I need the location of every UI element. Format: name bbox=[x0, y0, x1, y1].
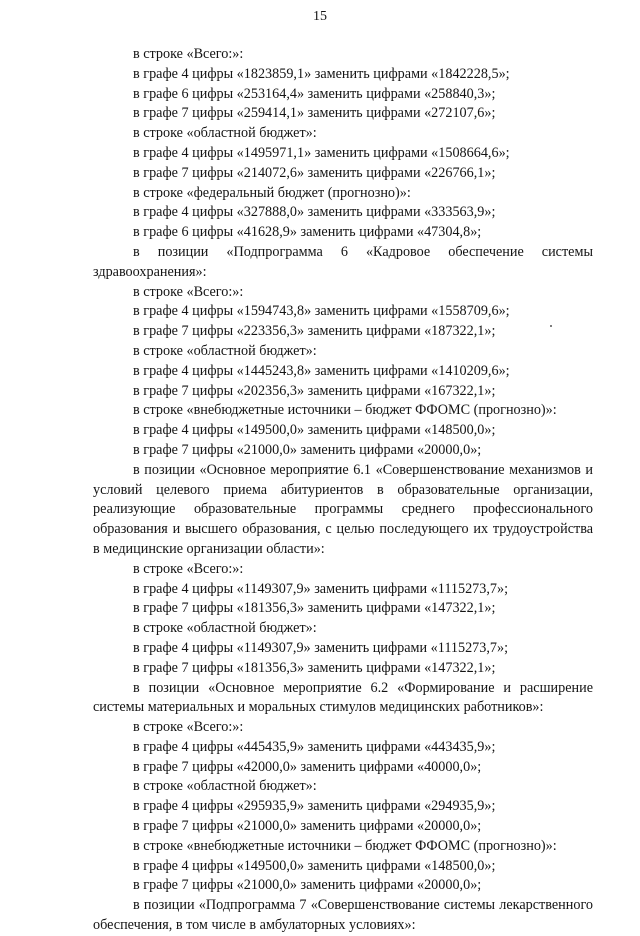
paragraph: в графе 4 цифры «445435,9» заменить цифрами «443435,9»; bbox=[133, 738, 496, 755]
paragraph: в графе 7 цифры «181356,3» заменить цифрами «147322,1»; bbox=[133, 659, 496, 676]
paragraph: в строке «внебюджетные источники – бюджет ФФОМС (прогнозно)»: bbox=[133, 402, 557, 419]
paragraph: в позиции «Подпрограмма 6 «Кадровое обеспечение системы здравоохранения»: bbox=[93, 243, 593, 280]
paragraph: в графе 4 цифры «149500,0» заменить цифрами «148500,0»; bbox=[133, 422, 496, 439]
paragraph: в строке «областной бюджет»: bbox=[133, 620, 317, 637]
paragraph: в графе 7 цифры «223356,3» заменить цифрами «187322,1»; bbox=[133, 323, 496, 340]
paragraph: в позиции «Основное мероприятие 6.1 «Совершенствование механизмов и условий целевого приема абитуриентов в образовательные организации, реализующие образовательные программы среднего профессионального образования и высшего образования, с целью последующего их трудоустройства в медицинские организации области»: bbox=[93, 461, 593, 557]
paragraph: в строке «областной бюджет»: bbox=[133, 778, 317, 795]
paragraph: в графе 7 цифры «214072,6» заменить цифрами «226766,1»; bbox=[133, 164, 496, 181]
paragraph: в графе 7 цифры «21000,0» заменить цифрами «20000,0»; bbox=[133, 818, 482, 835]
paragraph: в графе 7 цифры «42000,0» заменить цифрами «40000,0»; bbox=[133, 758, 482, 775]
paragraph: в графе 4 цифры «295935,9» заменить цифрами «294935,9»; bbox=[133, 798, 496, 815]
page-number: 15 bbox=[313, 9, 327, 24]
paragraph: в графе 7 цифры «21000,0» заменить цифрами «20000,0»; bbox=[133, 441, 482, 458]
document-body bbox=[93, 45, 593, 936]
paragraph: в графе 7 цифры «21000,0» заменить цифрами «20000,0»; bbox=[133, 877, 482, 894]
paragraph: в графе 4 цифры «1149307,9» заменить цифрами «1115273,7»; bbox=[133, 639, 509, 656]
paragraph: в строке «Всего:»: bbox=[133, 283, 244, 300]
paragraph: в строке «федеральный бюджет (прогнозно)»: bbox=[133, 184, 411, 201]
paragraph: в позиции «Основное мероприятие 6.2 «Формирование и расширение системы материальных и моральных стимулов медицинских работников»: bbox=[93, 679, 593, 716]
paragraph: в строке «внебюджетные источники – бюджет ФФОМС (прогнозно)»: bbox=[133, 837, 557, 854]
paragraph: в позиции «Подпрограмма 7 «Совершенствование системы лекарственного обеспечения, в том числе в амбулаторных условиях»: bbox=[93, 897, 593, 934]
paragraph: в графе 6 цифры «253164,4» заменить цифрами «258840,3»; bbox=[133, 85, 496, 102]
paragraph: в строке «Всего:»: bbox=[133, 46, 244, 62]
paragraph: в графе 7 цифры «181356,3» заменить цифрами «147322,1»; bbox=[133, 600, 496, 617]
paragraph: в графе 7 цифры «202356,3» заменить цифрами «167322,1»; bbox=[133, 382, 496, 399]
paragraph: в графе 6 цифры «41628,9» заменить цифрами «47304,8»; bbox=[133, 224, 482, 241]
paragraph: в строке «Всего:»: bbox=[133, 719, 244, 736]
paragraph: в строке «областной бюджет»: bbox=[133, 125, 317, 142]
paragraph: в графе 4 цифры «1594743,8» заменить цифрами «1558709,6»; bbox=[133, 303, 510, 320]
paragraph: в графе 4 цифры «1149307,9» заменить цифрами «1115273,7»; bbox=[133, 580, 509, 597]
paragraph: в графе 4 цифры «327888,0» заменить цифрами «333563,9»; bbox=[133, 204, 496, 221]
paragraph: в строке «Всего:»: bbox=[133, 560, 244, 577]
paragraph: в строке «областной бюджет»: bbox=[133, 342, 317, 359]
paragraph: в графе 4 цифры «1445243,8» заменить цифрами «1410209,6»; bbox=[133, 362, 510, 379]
paragraph: в графе 7 цифры «259414,1» заменить цифрами «272107,6»; bbox=[133, 105, 496, 122]
paragraph: в графе 4 цифры «1823859,1» заменить цифрами «1842228,5»; bbox=[133, 65, 510, 82]
paragraph: в графе 4 цифры «1495971,1» заменить цифрами «1508664,6»; bbox=[133, 144, 510, 161]
paragraph: в графе 4 цифры «149500,0» заменить цифрами «148500,0»; bbox=[133, 857, 496, 874]
